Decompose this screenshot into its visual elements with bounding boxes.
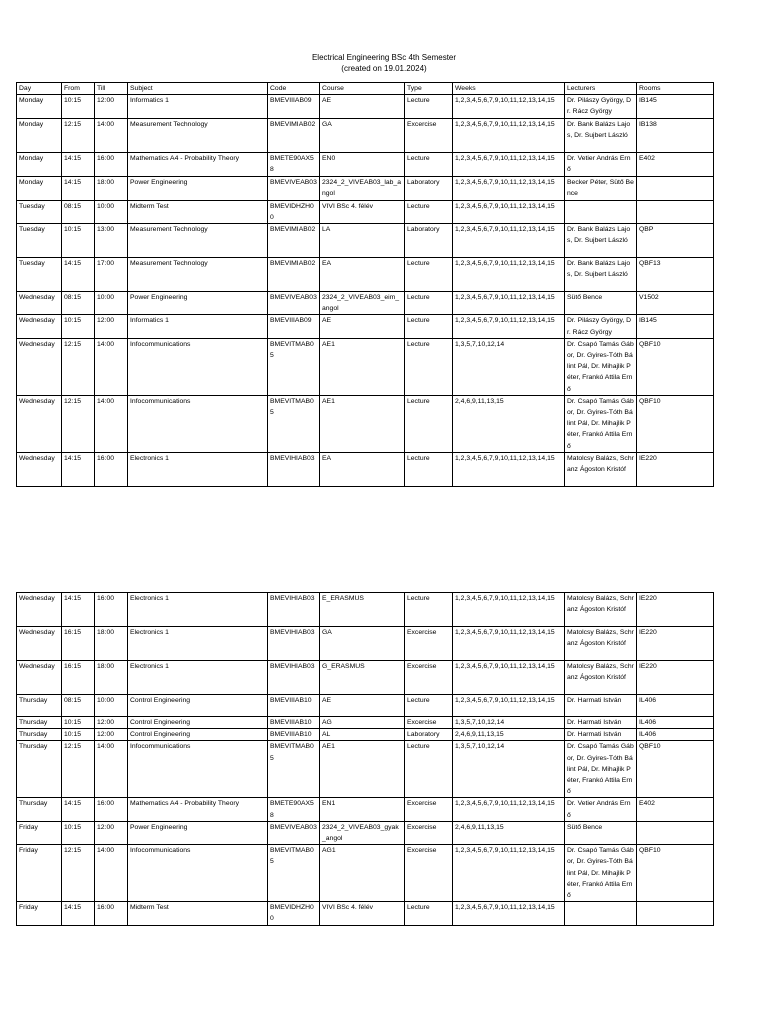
- cell-till: 18:00: [95, 627, 128, 661]
- cell-type: Excercise: [405, 845, 453, 902]
- cell-day: Thursday: [17, 729, 62, 741]
- cell-from: 14:15: [62, 258, 95, 292]
- cell-weeks: 1,3,5,7,10,12,14: [453, 717, 565, 729]
- cell-lecturers: Dr. Csapó Tamás Gábor, Dr. Gyires-Tóth Bálint Pál, Dr. Mihajlik Péter, Frankó Attila Ernő: [565, 845, 637, 902]
- cell-subject: Power Engineering: [128, 176, 268, 200]
- cell-weeks: 1,2,3,4,5,6,7,9,10,11,12,13,14,15: [453, 152, 565, 176]
- cell-type: Lecture: [405, 338, 453, 395]
- table-row: [17, 118, 714, 152]
- cell-code: BMEVIVEAB03: [268, 176, 320, 200]
- cell-subject: Control Engineering: [128, 729, 268, 741]
- cell-subject: Informatics 1: [128, 95, 268, 118]
- cell-code: BMEVIHIAB03: [268, 627, 320, 661]
- cell-code: BMEVIIIAB10: [268, 729, 320, 741]
- cell-type: Excercise: [405, 717, 453, 729]
- cell-rooms: E402: [637, 798, 714, 821]
- cell-course: AE1: [320, 741, 405, 798]
- cell-day: Wednesday: [17, 627, 62, 661]
- cell-type: Lecture: [405, 695, 453, 717]
- cell-from: 08:15: [62, 695, 95, 717]
- cell-course: G_ERASMUS: [320, 661, 405, 695]
- table-row: [17, 292, 714, 315]
- cell-lecturers: Matolcsy Balázs, Schranz Ágoston Kristóf: [565, 452, 637, 486]
- cell-till: 18:00: [95, 176, 128, 200]
- cell-lecturers: Dr. Bank Balázs Lajos, Dr. Sujbert László: [565, 258, 637, 292]
- cell-from: 14:15: [62, 152, 95, 176]
- document-subtitle: (created on 19.01.2024): [341, 64, 427, 73]
- cell-rooms: IL406: [637, 717, 714, 729]
- cell-from: 12:15: [62, 395, 95, 452]
- cell-code: BMEVIHIAB03: [268, 452, 320, 486]
- cell-type: Lecture: [405, 395, 453, 452]
- cell-weeks: 1,2,3,4,5,6,7,9,10,11,12,13,14,15: [453, 176, 565, 200]
- cell-lecturers: Dr. Bank Balázs Lajos, Dr. Sujbert László: [565, 118, 637, 152]
- cell-lecturers: Dr. Csapó Tamás Gábor, Dr. Gyires-Tóth Bálint Pál, Dr. Mihajlik Péter, Frankó Attila Ernő: [565, 338, 637, 395]
- cell-till: 10:00: [95, 695, 128, 717]
- cell-course: 2324_2_VIVEAB03_eim_angol: [320, 292, 405, 315]
- cell-code: BMEVIIIAB09: [268, 315, 320, 338]
- cell-till: 14:00: [95, 338, 128, 395]
- cell-code: BMEVIHIAB03: [268, 661, 320, 695]
- cell-lecturers: Sütő Bence: [565, 821, 637, 844]
- cell-weeks: 1,2,3,4,5,6,7,9,10,11,12,13,14,15: [453, 118, 565, 152]
- cell-course: AE1: [320, 395, 405, 452]
- cell-day: Thursday: [17, 741, 62, 798]
- table-row: [17, 258, 714, 292]
- cell-course: AE: [320, 95, 405, 118]
- cell-course: EA: [320, 258, 405, 292]
- cell-rooms: IE220: [637, 661, 714, 695]
- cell-subject: Electronics 1: [128, 627, 268, 661]
- cell-from: 16:15: [62, 661, 95, 695]
- cell-rooms: IE220: [637, 452, 714, 486]
- cell-weeks: 1,2,3,4,5,6,7,9,10,11,12,13,14,15: [453, 95, 565, 118]
- cell-till: 12:00: [95, 315, 128, 338]
- cell-rooms: IB138: [637, 118, 714, 152]
- cell-till: 16:00: [95, 798, 128, 821]
- cell-subject: Mathematics A4 - Probability Theory: [128, 152, 268, 176]
- cell-code: BMEVITMAB05: [268, 395, 320, 452]
- table-row: [17, 695, 714, 717]
- cell-till: 13:00: [95, 224, 128, 258]
- cell-code: BMEVIMIAB02: [268, 118, 320, 152]
- cell-course: EA: [320, 452, 405, 486]
- cell-weeks: 2,4,6,9,11,13,15: [453, 729, 565, 741]
- cell-weeks: 1,3,5,7,10,12,14: [453, 741, 565, 798]
- table-row: [17, 661, 714, 695]
- cell-subject: Electronics 1: [128, 593, 268, 627]
- cell-day: Friday: [17, 821, 62, 844]
- cell-rooms: IL406: [637, 695, 714, 717]
- cell-lecturers: Dr. Pilászy György, Dr. Rácz György: [565, 95, 637, 118]
- cell-lecturers: Dr. Pilászy György, Dr. Rácz György: [565, 315, 637, 338]
- cell-type: Excercise: [405, 798, 453, 821]
- table-row: [17, 395, 714, 452]
- cell-code: BMETE90AX58: [268, 798, 320, 821]
- cell-day: Monday: [17, 152, 62, 176]
- cell-code: BMEVIVEAB03: [268, 821, 320, 844]
- cell-lecturers: Dr. Harmati István: [565, 695, 637, 717]
- table-row: [17, 798, 714, 821]
- cell-day: Wednesday: [17, 315, 62, 338]
- cell-from: 08:15: [62, 200, 95, 223]
- cell-lecturers: Dr. Harmati István: [565, 717, 637, 729]
- cell-weeks: 1,2,3,4,5,6,7,9,10,11,12,13,14,15: [453, 845, 565, 902]
- cell-course: EN0: [320, 152, 405, 176]
- cell-course: AG: [320, 717, 405, 729]
- cell-rooms: QBF10: [637, 338, 714, 395]
- table-row: [17, 845, 714, 902]
- table-row: [17, 176, 714, 200]
- cell-day: Thursday: [17, 798, 62, 821]
- cell-from: 12:15: [62, 845, 95, 902]
- cell-day: Tuesday: [17, 258, 62, 292]
- cell-course: GA: [320, 627, 405, 661]
- cell-lecturers: Dr. Vetier András Ernő: [565, 152, 637, 176]
- cell-day: Wednesday: [17, 661, 62, 695]
- cell-type: Lecture: [405, 200, 453, 223]
- cell-till: 14:00: [95, 118, 128, 152]
- cell-subject: Infocommunications: [128, 741, 268, 798]
- cell-lecturers: Becker Péter, Sütő Bence: [565, 176, 637, 200]
- cell-code: BMETE90AX58: [268, 152, 320, 176]
- cell-weeks: 1,2,3,4,5,6,7,9,10,11,12,13,14,15: [453, 902, 565, 925]
- cell-subject: Power Engineering: [128, 821, 268, 844]
- cell-weeks: 1,2,3,4,5,6,7,9,10,11,12,13,14,15: [453, 200, 565, 223]
- cell-rooms: QBF10: [637, 395, 714, 452]
- cell-subject: Midterm Test: [128, 902, 268, 925]
- cell-code: BMEVIHIAB03: [268, 593, 320, 627]
- cell-code: BMEVIVEAB03: [268, 292, 320, 315]
- cell-lecturers: Dr. Csapó Tamás Gábor, Dr. Gyires-Tóth Bálint Pál, Dr. Mihajlik Péter, Frankó Attila Ernő: [565, 741, 637, 798]
- cell-course: AE: [320, 315, 405, 338]
- cell-lecturers: Matolcsy Balázs, Schranz Ágoston Kristóf: [565, 627, 637, 661]
- cell-course: AL: [320, 729, 405, 741]
- cell-code: BMEVITMAB05: [268, 741, 320, 798]
- cell-from: 12:15: [62, 118, 95, 152]
- cell-weeks: 2,4,6,9,11,13,15: [453, 821, 565, 844]
- cell-rooms: [637, 200, 714, 223]
- cell-course: VIVI BSc 4. félév: [320, 902, 405, 925]
- table-row: [17, 338, 714, 395]
- cell-lecturers: Matolcsy Balázs, Schranz Ágoston Kristóf: [565, 661, 637, 695]
- cell-day: Friday: [17, 845, 62, 902]
- document-header: [0, 52, 768, 74]
- cell-rooms: IB145: [637, 95, 714, 118]
- cell-till: 14:00: [95, 741, 128, 798]
- cell-type: Lecture: [405, 258, 453, 292]
- cell-code: BMEVIIIAB10: [268, 695, 320, 717]
- cell-rooms: QBP: [637, 224, 714, 258]
- cell-code: BMEVIDHZH00: [268, 902, 320, 925]
- cell-rooms: IE220: [637, 593, 714, 627]
- cell-subject: Measurement Technology: [128, 224, 268, 258]
- cell-weeks: 1,2,3,4,5,6,7,9,10,11,12,13,14,15: [453, 292, 565, 315]
- table-row: [17, 902, 714, 925]
- cell-subject: Measurement Technology: [128, 118, 268, 152]
- column-header-lecturers: Lecturers: [565, 83, 637, 95]
- cell-weeks: 1,2,3,4,5,6,7,9,10,11,12,13,14,15: [453, 593, 565, 627]
- cell-course: AE: [320, 695, 405, 717]
- column-header-till: Till: [95, 83, 128, 95]
- cell-weeks: 1,2,3,4,5,6,7,9,10,11,12,13,14,15: [453, 661, 565, 695]
- cell-day: Wednesday: [17, 593, 62, 627]
- cell-lecturers: [565, 902, 637, 925]
- cell-day: Wednesday: [17, 395, 62, 452]
- cell-lecturers: Dr. Csapó Tamás Gábor, Dr. Gyires-Tóth Bálint Pál, Dr. Mihajlik Péter, Frankó Attila Ernő: [565, 395, 637, 452]
- table-row: [17, 95, 714, 118]
- cell-day: Thursday: [17, 717, 62, 729]
- cell-rooms: V1502: [637, 292, 714, 315]
- cell-lecturers: Sütő Bence: [565, 292, 637, 315]
- cell-till: 10:00: [95, 200, 128, 223]
- cell-from: 14:15: [62, 593, 95, 627]
- cell-from: 10:15: [62, 95, 95, 118]
- cell-day: Wednesday: [17, 338, 62, 395]
- cell-from: 16:15: [62, 627, 95, 661]
- cell-rooms: QBF13: [637, 258, 714, 292]
- cell-type: Excercise: [405, 821, 453, 844]
- column-header-subject: Subject: [128, 83, 268, 95]
- cell-day: Monday: [17, 176, 62, 200]
- cell-course: AE1: [320, 338, 405, 395]
- cell-from: 12:15: [62, 338, 95, 395]
- cell-type: Laboratory: [405, 224, 453, 258]
- cell-from: 10:15: [62, 315, 95, 338]
- cell-till: 14:00: [95, 395, 128, 452]
- cell-weeks: 1,3,5,7,10,12,14: [453, 338, 565, 395]
- cell-till: 14:00: [95, 845, 128, 902]
- cell-from: 14:15: [62, 798, 95, 821]
- cell-day: Wednesday: [17, 452, 62, 486]
- cell-lecturers: Dr. Bank Balázs Lajos, Dr. Sujbert László: [565, 224, 637, 258]
- column-header-weeks: Weeks: [453, 83, 565, 95]
- cell-subject: Control Engineering: [128, 717, 268, 729]
- cell-code: BMEVIIIAB09: [268, 95, 320, 118]
- cell-subject: Infocommunications: [128, 395, 268, 452]
- cell-type: Lecture: [405, 452, 453, 486]
- table-row: [17, 593, 714, 627]
- cell-weeks: 1,2,3,4,5,6,7,9,10,11,12,13,14,15: [453, 315, 565, 338]
- cell-day: Tuesday: [17, 224, 62, 258]
- cell-rooms: QBF10: [637, 845, 714, 902]
- cell-type: Lecture: [405, 315, 453, 338]
- cell-course: EN1: [320, 798, 405, 821]
- cell-till: 12:00: [95, 717, 128, 729]
- cell-subject: Electronics 1: [128, 452, 268, 486]
- cell-till: 16:00: [95, 593, 128, 627]
- cell-course: GA: [320, 118, 405, 152]
- table-header-row: [17, 83, 714, 95]
- cell-weeks: 2,4,6,9,11,13,15: [453, 395, 565, 452]
- cell-type: Lecture: [405, 95, 453, 118]
- cell-from: 14:15: [62, 452, 95, 486]
- cell-from: 12:15: [62, 741, 95, 798]
- cell-type: Lecture: [405, 593, 453, 627]
- cell-weeks: 1,2,3,4,5,6,7,9,10,11,12,13,14,15: [453, 695, 565, 717]
- cell-lecturers: Dr. Harmati István: [565, 729, 637, 741]
- cell-code: BMEVIIIAB10: [268, 717, 320, 729]
- cell-subject: Informatics 1: [128, 315, 268, 338]
- cell-till: 16:00: [95, 452, 128, 486]
- cell-weeks: 1,2,3,4,5,6,7,9,10,11,12,13,14,15: [453, 798, 565, 821]
- cell-rooms: IL406: [637, 729, 714, 741]
- cell-till: 12:00: [95, 821, 128, 844]
- table-row: [17, 821, 714, 844]
- schedule-table-page-1: [16, 82, 714, 487]
- table-row: [17, 729, 714, 741]
- cell-subject: Power Engineering: [128, 292, 268, 315]
- cell-type: Excercise: [405, 661, 453, 695]
- cell-till: 16:00: [95, 152, 128, 176]
- cell-from: 10:15: [62, 729, 95, 741]
- cell-code: BMEVIDHZH00: [268, 200, 320, 223]
- cell-code: BMEVITMAB05: [268, 338, 320, 395]
- cell-course: 2324_2_VIVEAB03_gyak_angol: [320, 821, 405, 844]
- cell-till: 16:00: [95, 902, 128, 925]
- cell-course: VIVI BSc 4. félév: [320, 200, 405, 223]
- cell-lecturers: [565, 200, 637, 223]
- table-row: [17, 627, 714, 661]
- cell-subject: Mathematics A4 - Probability Theory: [128, 798, 268, 821]
- cell-rooms: E402: [637, 152, 714, 176]
- table-row: [17, 717, 714, 729]
- cell-till: 12:00: [95, 95, 128, 118]
- column-header-rooms: Rooms: [637, 83, 714, 95]
- cell-till: 18:00: [95, 661, 128, 695]
- cell-course: LA: [320, 224, 405, 258]
- cell-till: 10:00: [95, 292, 128, 315]
- cell-weeks: 1,2,3,4,5,6,7,9,10,11,12,13,14,15: [453, 224, 565, 258]
- table-row: [17, 452, 714, 486]
- cell-type: Laboratory: [405, 176, 453, 200]
- cell-type: Laboratory: [405, 729, 453, 741]
- cell-subject: Measurement Technology: [128, 258, 268, 292]
- cell-subject: Infocommunications: [128, 845, 268, 902]
- cell-rooms: [637, 902, 714, 925]
- cell-type: Lecture: [405, 902, 453, 925]
- cell-rooms: [637, 821, 714, 844]
- cell-code: BMEVITMAB05: [268, 845, 320, 902]
- cell-day: Tuesday: [17, 200, 62, 223]
- column-header-day: Day: [17, 83, 62, 95]
- cell-weeks: 1,2,3,4,5,6,7,9,10,11,12,13,14,15: [453, 627, 565, 661]
- cell-course: E_ERASMUS: [320, 593, 405, 627]
- table-row: [17, 200, 714, 223]
- cell-lecturers: Matolcsy Balázs, Schranz Ágoston Kristóf: [565, 593, 637, 627]
- cell-code: BMEVIMIAB02: [268, 258, 320, 292]
- cell-type: Lecture: [405, 152, 453, 176]
- cell-day: Wednesday: [17, 292, 62, 315]
- table-row: [17, 152, 714, 176]
- column-header-code: Code: [268, 83, 320, 95]
- cell-type: Lecture: [405, 741, 453, 798]
- cell-rooms: IE220: [637, 627, 714, 661]
- cell-course: 2324_2_VIVEAB03_lab_angol: [320, 176, 405, 200]
- cell-type: Lecture: [405, 292, 453, 315]
- table-row: [17, 315, 714, 338]
- cell-subject: Electronics 1: [128, 661, 268, 695]
- cell-from: 14:15: [62, 176, 95, 200]
- cell-type: Excercise: [405, 118, 453, 152]
- cell-from: 10:15: [62, 224, 95, 258]
- cell-code: BMEVIMIAB02: [268, 224, 320, 258]
- cell-day: Thursday: [17, 695, 62, 717]
- cell-weeks: 1,2,3,4,5,6,7,9,10,11,12,13,14,15: [453, 258, 565, 292]
- cell-from: 14:15: [62, 902, 95, 925]
- column-header-type: Type: [405, 83, 453, 95]
- cell-weeks: 1,2,3,4,5,6,7,9,10,11,12,13,14,15: [453, 452, 565, 486]
- cell-day: Monday: [17, 118, 62, 152]
- cell-till: 17:00: [95, 258, 128, 292]
- cell-subject: Midterm Test: [128, 200, 268, 223]
- cell-course: AG1: [320, 845, 405, 902]
- cell-from: 08:15: [62, 292, 95, 315]
- cell-from: 10:15: [62, 821, 95, 844]
- cell-rooms: [637, 176, 714, 200]
- cell-day: Monday: [17, 95, 62, 118]
- column-header-from: From: [62, 83, 95, 95]
- schedule-table-page-2: [16, 592, 714, 926]
- cell-from: 10:15: [62, 717, 95, 729]
- cell-till: 12:00: [95, 729, 128, 741]
- cell-type: Excercise: [405, 627, 453, 661]
- table-row: [17, 224, 714, 258]
- table-row: [17, 741, 714, 798]
- column-header-course: Course: [320, 83, 405, 95]
- cell-rooms: QBF10: [637, 741, 714, 798]
- cell-rooms: IB145: [637, 315, 714, 338]
- document-title: Electrical Engineering BSc 4th Semester: [311, 53, 457, 62]
- cell-lecturers: Dr. Vetier András Ernő: [565, 798, 637, 821]
- cell-subject: Infocommunications: [128, 338, 268, 395]
- cell-subject: Control Engineering: [128, 695, 268, 717]
- cell-day: Friday: [17, 902, 62, 925]
